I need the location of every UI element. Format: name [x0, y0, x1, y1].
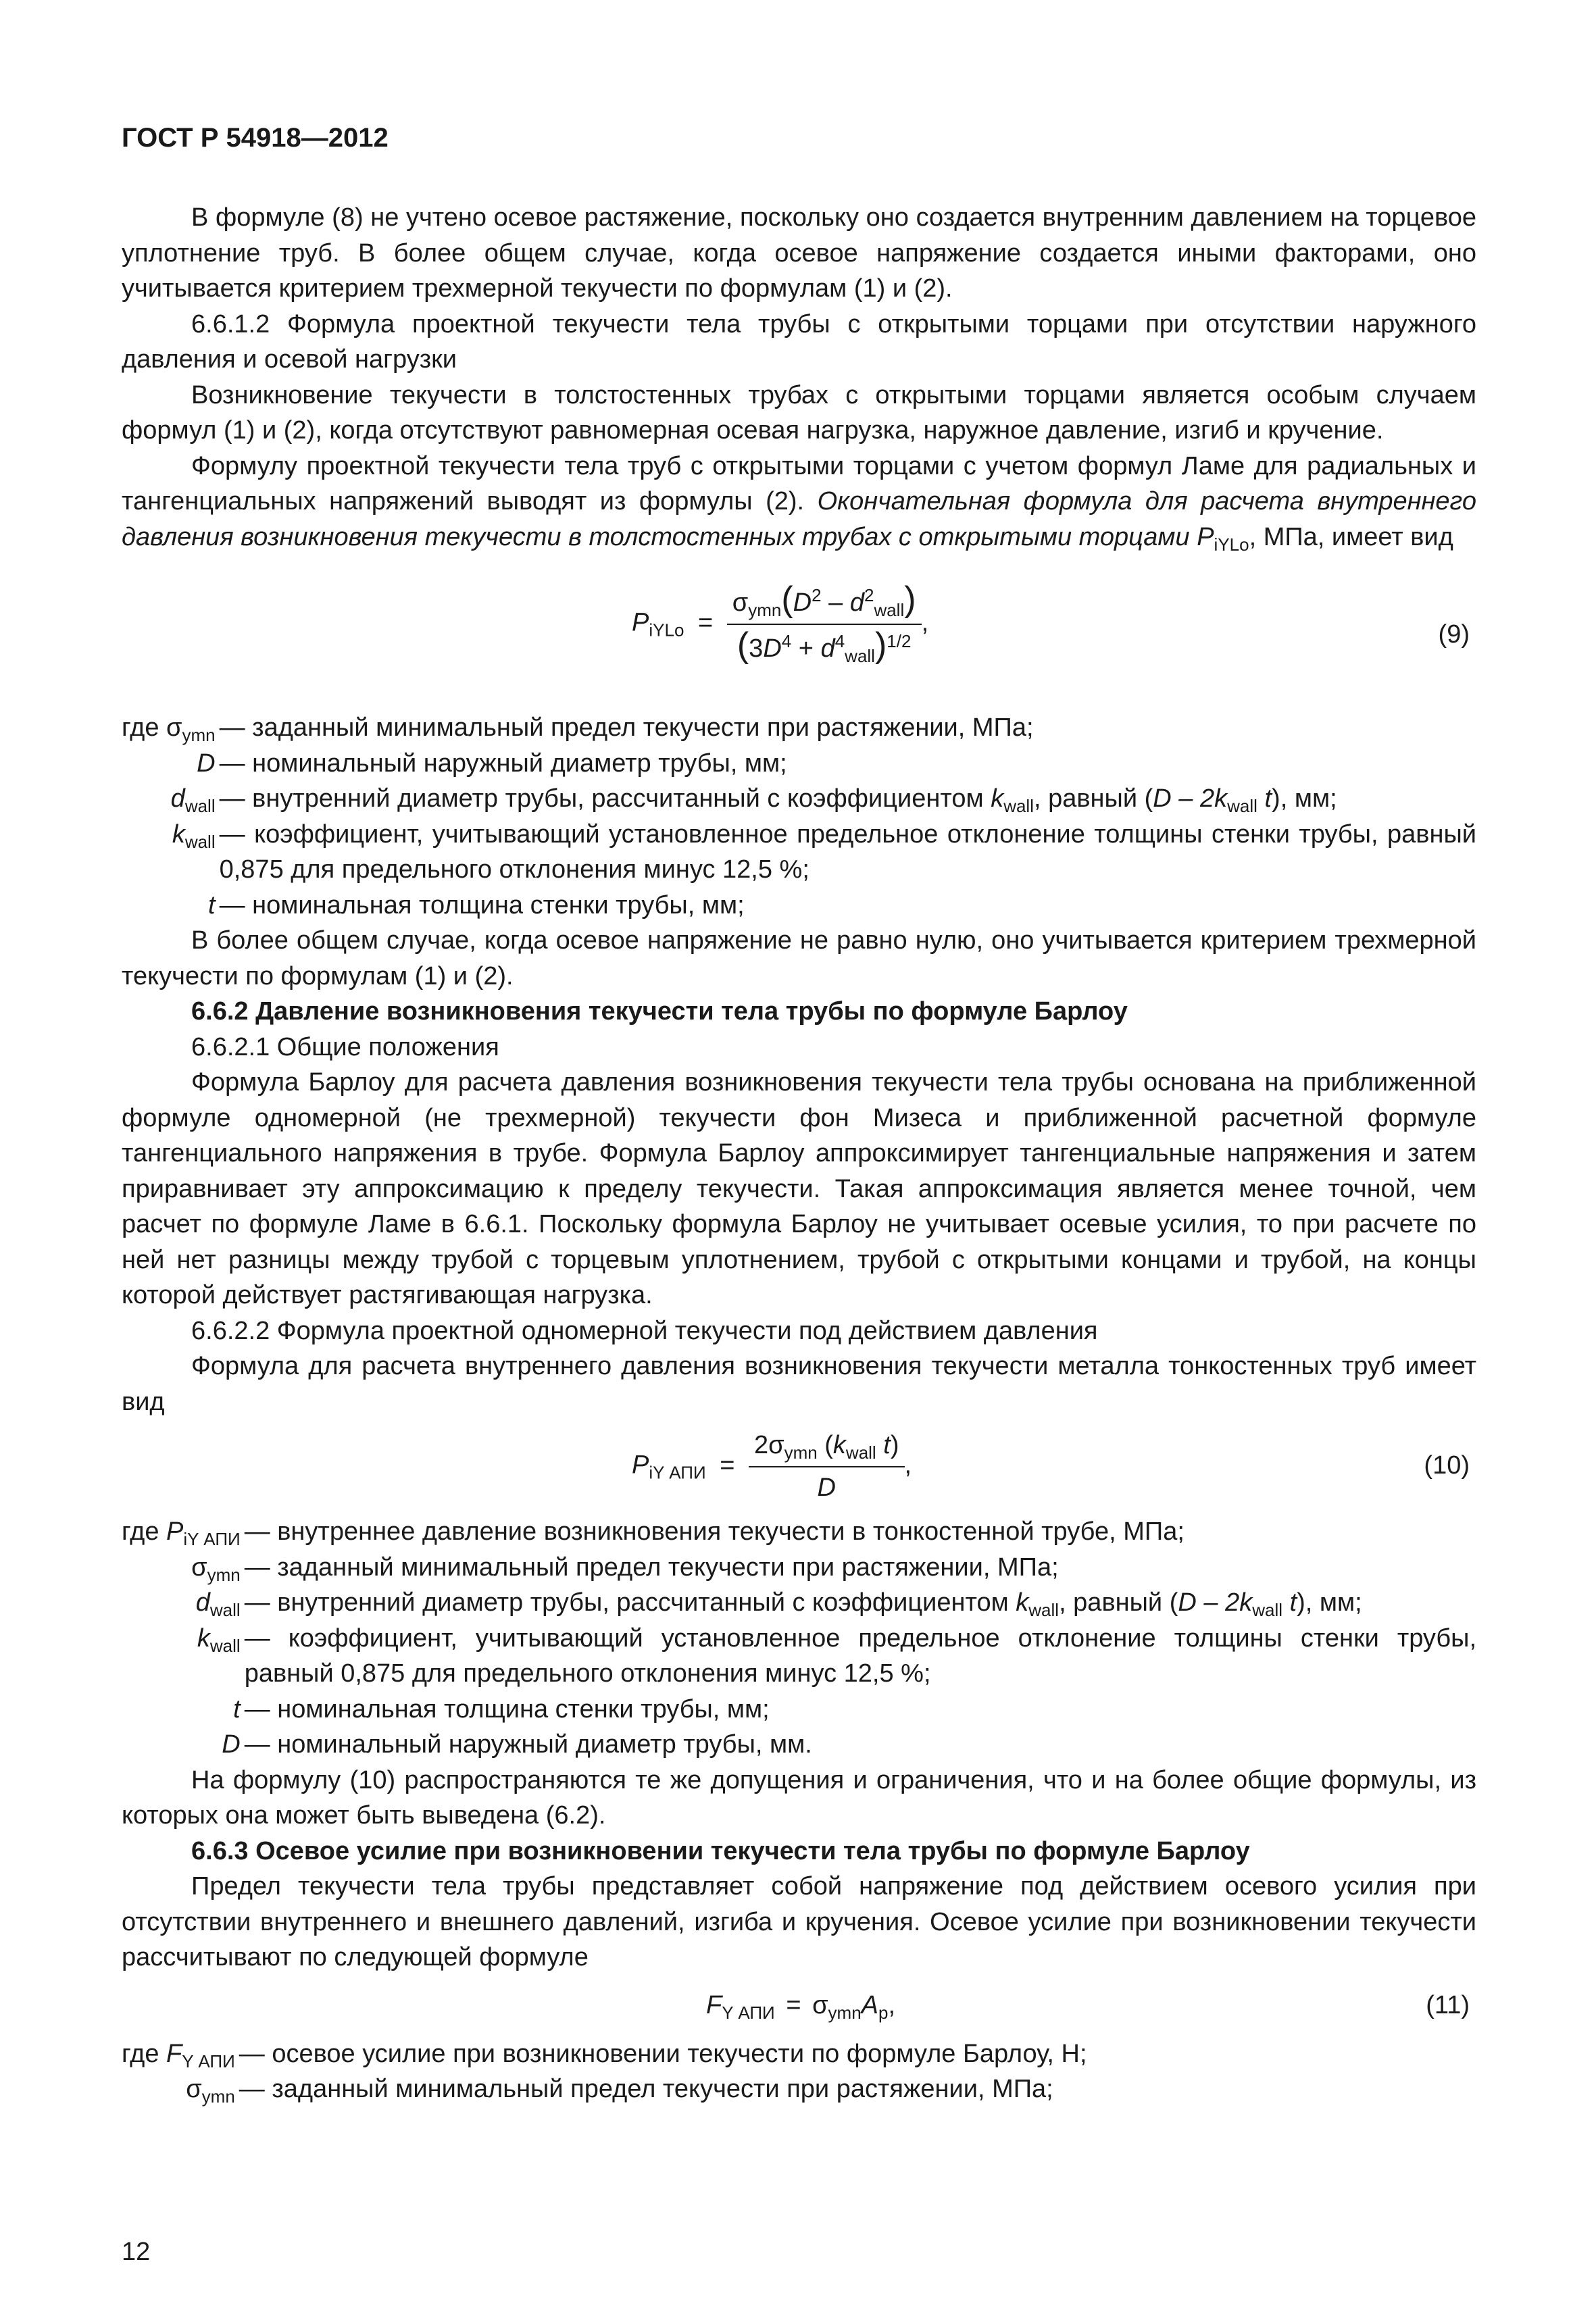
section-heading: 6.6.2 Давление возникновения текучести тела трубы по формуле Барлоу	[191, 997, 1128, 1026]
paragraph: Формулу проектной текучести тела труб с открытыми торцами с учетом формул Ламе для радиальных и тангенциальных напряжений выводят из формулы (2). Окончательная формула для расчета внутреннего давления возникновения текучести в толстостенных трубах с открытыми торцами $P_{iYLo}$, МПа, имеет вид	[122, 451, 1476, 555]
paragraph: На формулу (10) распространяются те же допущения и ограничения, что и на более общие формулы, из которых она может быть выведена (6.2).	[122, 1765, 1476, 1830]
formula-11-body: $F_{Y АПИ} = \sigma_{ymn}A_p$,	[706, 1990, 896, 2023]
paragraph: В более общем случае, когда осевое напряжение не равно нулю, оно учитывается критерием трехмерной текучести по формулам (1) и (2).	[122, 926, 1476, 990]
paragraph: 6.6.1.2 Формула проектной текучести тела трубы с открытыми торцами при отсутствии наружного давления и осевой нагрузки	[122, 309, 1476, 374]
equation-number: (9)	[1438, 620, 1470, 649]
formula-10-body: $P_{iY АПИ}$ = $\frac{2\sigma_{ymn} (k_{wall} t)}{D}$ ,	[632, 1428, 912, 1505]
document-header: ГОСТ Р 54918—2012	[122, 123, 389, 153]
paragraph: 6.6.2.1 Общие положения	[191, 1032, 499, 1061]
document-body	[122, 200, 1476, 2107]
formula-10-fraction: $\frac{2\sigma_{ymn} (k_{wall} t)}{D}$	[749, 1428, 905, 1505]
formula-10	[122, 1419, 1476, 1514]
formula-9	[122, 555, 1476, 710]
paragraph: Формула для расчета внутреннего давления возникновения текучести металла тонкостенных труб имеет вид	[122, 1352, 1476, 1416]
paragraph: Предел текучести тела трубы представляет собой напряжение под действием осевого усилия при отсутствии внутреннего и внешнего давлений, изгиба и кручения. Осевое усилие при возникновении текучести рассчитывают по следующей формуле	[122, 1872, 1476, 1971]
formula-11	[122, 1976, 1476, 2036]
equation-number: (10)	[1424, 1451, 1470, 1480]
paragraph: 6.6.2.2 Формула проектной одномерной текучести под действием давления	[191, 1316, 1098, 1345]
formula-9-body: $P_{iYLo}$ = $\frac{\sigma_{ymn}(D^2 - d^2_{wall})}{(3D^4 + d^4_{wall})^{1/2}}$ ,	[632, 580, 929, 666]
paragraph: Возникновение текучести в толстостенных трубах с открытыми торцами является особым случаем формул (1) и (2), когда отсутствуют равномерная осевая нагрузка, наружное давление, изгиб и кручение.	[122, 380, 1476, 445]
formula-11-legend: где $F_{Y АПИ}$ — осевое усилие при возникновении текучести по формуле Барлоу, Н; $\sigma_{ymn}$ — заданный минимальный предел текучести при растяжении, МПа;	[122, 2039, 1087, 2107]
formula-9-legend: где $\sigma_{ymn}$ — заданный минимальный предел текучести при растяжении, МПа; D — номинальный наружный диаметр трубы, мм; $d_{wall}$ — внутренний диаметр трубы, рассчитанный с коэффициентом $k_{wall}$, равный ($D - 2k_{wall}$ t), мм; $k_{wall}$ — коэффициент, учитывающий установленное предельное отклонение толщины стенки трубы, равный 0,875 для предельного отклонения минус 12,5 %; t — номинальная толщина стенки трубы, мм;	[122, 713, 1476, 920]
page-number: 12	[122, 2238, 151, 2266]
formula-9-fraction: $\frac{\sigma_{ymn}(D^2 - d^2_{wall})}{(3D^4 + d^4_{wall})^{1/2}}$	[727, 582, 922, 666]
equation-number: (11)	[1426, 1990, 1470, 2019]
paragraph: Формула Барлоу для расчета давления возникновения текучести тела трубы основана на приближенной формуле одномерной (не трехмерной) текучести фон Мизеса и приближенной расчетной формуле тангенциального напряжения в трубе. Формула Барлоу аппроксимирует тангенциальные напряжения и затем приравнивает эту аппроксимацию к пределу текучести. Такая аппроксимация является менее точной, чем расчет по формуле Ламе в 6.6.1. Поскольку формула Барлоу не учитывает осевые усилия, то при расчете по ней нет разницы между трубой с торцевым уплотнением, трубой с открытыми концами и трубой, на концы которой действует растягивающая нагрузка.	[122, 1068, 1476, 1309]
paragraph: В формуле (8) не учтено осевое растяжение, поскольку оно создается внутренним давлением на торцевое уплотнение труб. В более общем случае, когда осевое напряжение создается иными факторами, оно учитывается критерием трехмерной текучести по формулам (1) и (2).	[122, 203, 1476, 303]
section-heading: 6.6.3 Осевое усилие при возникновении текучести тела трубы по формуле Барлоу	[191, 1836, 1250, 1865]
formula-10-legend: где $P_{iY АПИ}$ — внутреннее давление возникновения текучести в тонкостенной трубе, МПа; $\sigma_{ymn}$ — заданный минимальный предел текучести при растяжении, МПа; $d_{wall}$ — внутренний диаметр трубы, рассчитанный с коэффициентом $k_{wall}$, равный ($D - 2k_{wall}$ t), мм; $k_{wall}$ — коэффициент, учитывающий установленное предельное отклонение толщины стенки трубы, равный 0,875 для предельного отклонения минус 12,5 %; t — номинальная толщина стенки трубы, мм; D — номинальный наружный диаметр трубы, мм.	[122, 1517, 1476, 1759]
